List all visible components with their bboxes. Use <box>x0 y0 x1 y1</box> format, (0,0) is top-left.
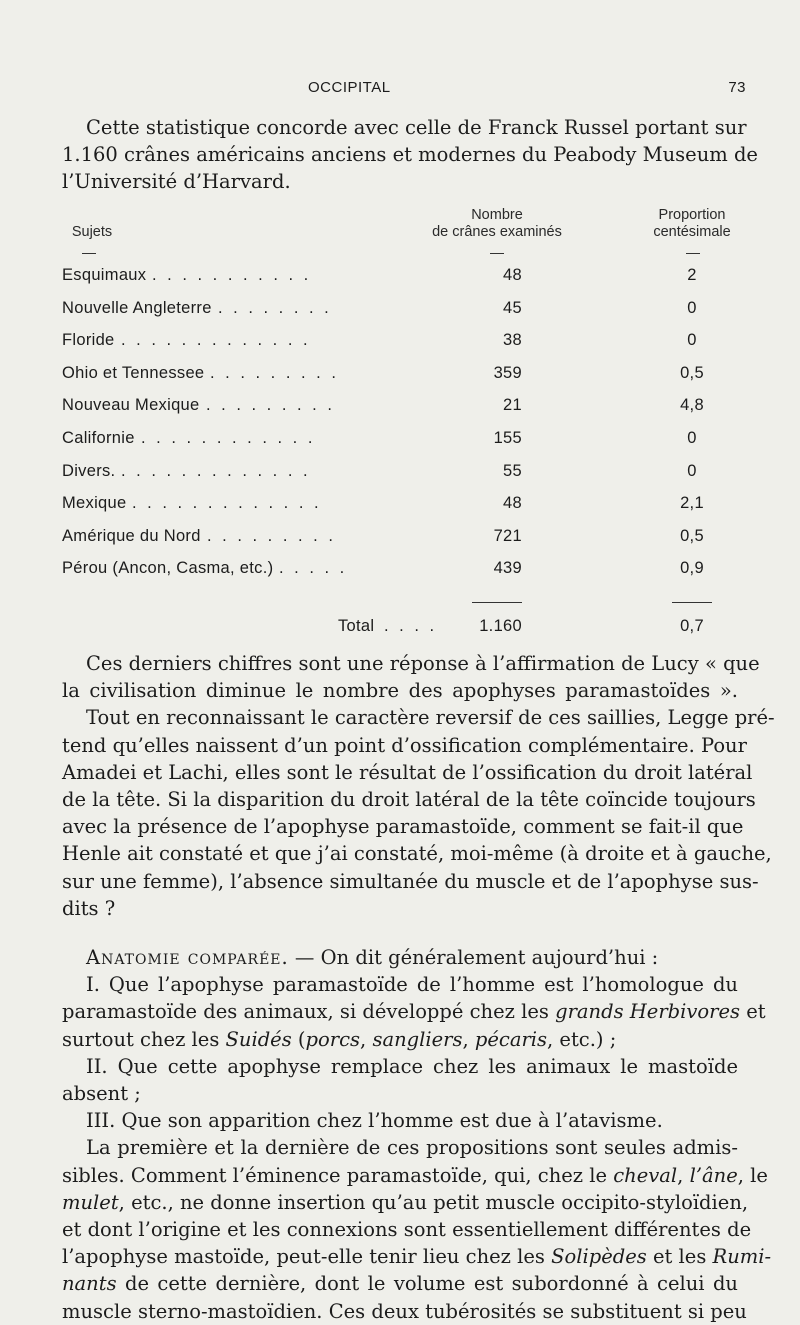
row-proportion: 0 <box>687 461 697 480</box>
text-line: Henle ait constaté et que j’ai constaté, moi-même (à droite et à gauche, <box>62 842 772 866</box>
row-nombre: 48 <box>503 494 522 513</box>
text-line: II. Que cette apophyse remplace chez les animaux le mastoïde <box>86 1054 738 1078</box>
text-line: mulet, etc., ne donne insertion qu’au petit muscle occipito-styloïdien, <box>62 1190 749 1214</box>
text-line: La première et la dernière de ces propositions sont seules admis- <box>86 1136 738 1160</box>
intro-paragraph <box>62 114 758 196</box>
row-nombre: 359 <box>493 363 522 382</box>
table-row <box>62 364 742 389</box>
row-proportion: 2 <box>687 266 697 284</box>
row-proportion: 2,1 <box>680 494 704 513</box>
text-line: tend qu’elles naissent d’un point d’ossification complémentaire. Pour <box>62 733 747 757</box>
row-nombre: 55 <box>503 461 522 480</box>
text-line: absent ; <box>62 1082 141 1106</box>
row-dots: . . . . . . . . . <box>207 526 336 545</box>
text-line: I. Que l’apophyse paramastoïde de l’homme est l’homologue du <box>86 973 738 997</box>
text-line: muscle sterno-mastoïdien. Ces deux tubérosités se substituent si peu <box>62 1299 747 1323</box>
row-sujet: Floride <box>62 331 115 350</box>
header-dash <box>82 253 96 254</box>
running-title: OCCIPITAL <box>308 79 391 96</box>
row-nombre: 155 <box>493 429 522 447</box>
header-dash <box>686 253 700 254</box>
table-row <box>62 462 742 487</box>
text-line: l’apophyse mastoïde, peut-elle tenir lieu chez les Solipèdes et les Rumi- <box>62 1245 772 1269</box>
row-sujet: Ohio et Tennessee <box>62 363 205 382</box>
text-line: paramastoïde des animaux, si développé chez les grands Herbivores et <box>62 1000 766 1024</box>
text-line: Amadei et Lachi, elles sont le résultat de l’ossification du droit latéral <box>62 760 753 784</box>
text-line: avec la présence de l’apophyse paramastoïde, comment se fait-il que <box>62 815 744 839</box>
row-dots: . . . . . . . . . . . . . <box>132 494 322 513</box>
header-proportion-2: centésimale <box>653 224 731 240</box>
row-dots: . . . . . . . . . <box>206 396 335 415</box>
row-sujet: Pérou (Ancon, Casma, etc.) <box>62 559 274 578</box>
total-dots: . . . . <box>384 617 438 635</box>
row-dots: . . . . . . . . <box>218 298 332 317</box>
table-row <box>62 429 742 454</box>
discussion-paragraph <box>62 650 775 922</box>
row-dots: . . . . . . . . . <box>210 363 339 382</box>
table-row <box>62 494 742 519</box>
text-line: l’Université d’Harvard. <box>62 170 291 194</box>
total-row <box>62 617 742 642</box>
row-sujet: Nouveau Mexique <box>62 396 200 415</box>
row-sujet: Esquimaux <box>62 266 147 284</box>
row-nombre: 721 <box>493 526 522 545</box>
header-sujets: Sujets <box>71 224 113 240</box>
row-dots: . . . . . <box>279 559 348 578</box>
text-line: sibles. Comment l’éminence paramastoïde, qui, chez le cheval, l’âne, le <box>62 1163 768 1187</box>
row-sujet: Divers. <box>62 461 116 480</box>
table-row <box>62 396 742 421</box>
text-line: surtout chez les Suidés (porcs, sangliers, pécaris, etc.) ; <box>62 1027 617 1051</box>
table-row <box>62 559 742 584</box>
row-proportion: 0,5 <box>680 526 704 545</box>
text-line: nants de cette dernière, dont le volume est subordonné à celui du <box>62 1272 738 1296</box>
section-heading-line <box>62 944 738 971</box>
text-line: III. Que son apparition chez l’homme est due à l’atavisme. <box>86 1109 663 1133</box>
total-nombre: 1.160 <box>479 617 522 635</box>
section-title: Anatomie comparée. <box>86 946 289 969</box>
section-title-rest: — On dit généralement aujourd’hui : <box>288 946 659 969</box>
page-number: 73 <box>728 79 746 96</box>
anatomy-section <box>62 944 772 1325</box>
table-row <box>62 331 742 356</box>
row-dots: . . . . . . . . . . . . . <box>121 331 311 350</box>
row-proportion: 0,9 <box>680 559 704 578</box>
row-dots: . . . . . . . . . . . . . <box>121 461 311 480</box>
total-label: Total <box>338 617 375 635</box>
text-line: sur une femme), l’absence simultanée du muscle et de l’apophyse sus- <box>62 869 759 893</box>
text-line: la civilisation diminue le nombre des apophyses paramastoïdes ». <box>62 679 738 703</box>
row-nombre: 48 <box>503 266 522 284</box>
row-dots: . . . . . . . . . . . <box>152 266 312 284</box>
row-sujet: Mexique <box>62 494 127 513</box>
row-proportion: 4,8 <box>680 396 704 415</box>
text-line: Cette statistique concorde avec celle de Franck Russel portant sur <box>86 116 747 139</box>
row-sujet: Californie <box>62 429 135 447</box>
row-sujet: Amérique du Nord <box>62 526 201 545</box>
row-proportion: 0 <box>687 298 697 317</box>
text-line: Tout en reconnaissant le caractère reversif de ces saillies, Legge pré- <box>86 706 775 730</box>
text-line: 1.160 crânes américains anciens et modernes du Peabody Museum de <box>62 143 758 167</box>
text-line: Ces derniers chiffres sont une réponse à l’affirmation de Lucy « que <box>86 652 760 675</box>
row-proportion: 0 <box>687 429 697 447</box>
header-nombre-2: de crânes examinés <box>432 224 562 240</box>
row-sujet: Nouvelle Angleterre <box>62 298 212 317</box>
running-header <box>308 79 746 96</box>
row-proportion: 0 <box>687 331 697 350</box>
total-rule <box>472 602 522 603</box>
table-row <box>62 527 742 552</box>
header-dash <box>490 253 504 254</box>
row-nombre: 45 <box>503 298 522 317</box>
total-proportion: 0,7 <box>680 617 704 635</box>
row-dots: . . . . . . . . . . . . <box>141 429 316 447</box>
table-row <box>62 299 742 324</box>
text-line: et dont l’origine et les connexions sont essentiellement différentes de <box>62 1218 752 1242</box>
row-proportion: 0,5 <box>680 363 704 382</box>
row-nombre: 439 <box>493 559 522 578</box>
row-nombre: 38 <box>503 331 522 350</box>
header-proportion-1: Proportion <box>658 207 726 223</box>
text-line: de la tête. Si la disparition du droit latéral de la tête coïncide toujours <box>62 788 756 812</box>
total-rule <box>672 602 712 603</box>
text-line: dits ? <box>62 896 116 920</box>
table-row <box>62 266 742 291</box>
row-nombre: 21 <box>503 396 522 415</box>
header-nombre-1: Nombre <box>471 207 523 223</box>
